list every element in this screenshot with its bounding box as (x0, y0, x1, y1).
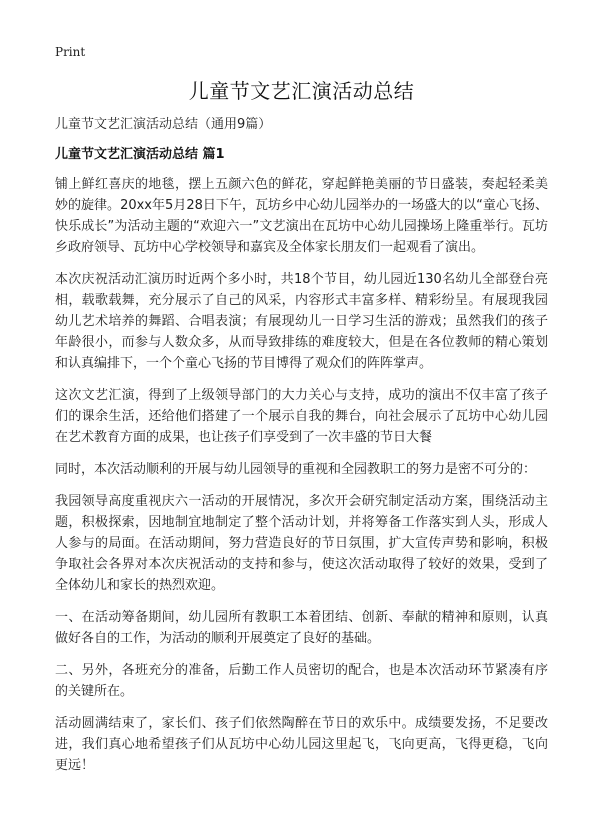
print-link[interactable]: Print (55, 45, 86, 59)
paragraph-1: 铺上鲜红喜庆的地毯，摆上五颜六色的鲜花，穿起鲜艳美丽的节日盛装，奏起轻柔美妙的旋律。20xx年5月28日下午，瓦坊乡中心幼儿园举办的一场盛大的以“童心飞扬、快乐成长”为活动主题的“欢迎六一”文艺演出在瓦坊中心幼儿园操场上隆重举行。瓦坊乡政府领导、瓦坊中心学校领导和嘉宾及全体家长朋友们一起观看了演出。 (55, 177, 548, 255)
paragraph-8: 活动圆满结束了，家长们、孩子们依然陶醉在节日的欢乐中。成绩要发扬，不足要改进，我们真心地希望孩子们从瓦坊中心幼儿园这里起飞，飞向更高，飞得更稳，飞向更远！ (55, 716, 548, 773)
document-title: 儿童节文艺汇演活动总结 (188, 79, 415, 103)
paragraph-2: 本次庆祝活动汇演历时近两个多小时，共18个节目，幼儿园近130名幼儿全部登台亮相，载歌载舞，充分展示了自己的风采，内容形式丰富多样、精彩纷呈。有展现我园幼儿艺术培养的舞蹈、合唱表演；有展现幼儿一日学习生活的游戏；虽然我们的孩子年龄很小，而参与人数众多，从而导致排练的难度较大，但是在各位教师的精心策划和认真编排下，一个个童心飞扬的节目博得了观众们的阵阵掌声。 (55, 272, 548, 371)
paragraph-5: 我园领导高度重视庆六一活动的开展情况，多次开会研究制定活动方案，围绕活动主题，积极探索，因地制宜地制定了整个活动计划，并将筹备工作落实到人头，形成人人参与的局面。在活动期间，努力营造良好的节日氛围，扩大宣传声势和影响，积极争取社会各界对本次庆祝活动的支持和参与，使这次活动取得了较好的效果，受到了全体幼儿和家长的热烈欢迎。 (55, 494, 548, 593)
section-heading: 儿童节文艺汇演活动总结 篇1 (55, 147, 225, 162)
paragraph-3: 这次文艺汇演，得到了上级领导部门的大力关心与支持，成功的演出不仅丰富了孩子们的课余生活，还给他们搭建了一个展示自我的舞台，向社会展示了瓦坊中心幼儿园在艺术教育方面的成果，也让孩子们享受到了一次丰盛的节日大餐 (55, 388, 548, 445)
paragraph-7: 二、另外，各班充分的准备，后勤工作人员密切的配合，也是本次活动环节紧凑有序的关键所在。 (55, 663, 548, 699)
paragraph-4: 同时，本次活动顺利的开展与幼儿园领导的重视和全园教职工的努力是密不可分的： (55, 462, 537, 477)
document-subtitle: 儿童节文艺汇演活动总结（通用9篇） (55, 117, 272, 132)
paragraph-6: 一、在活动筹备期间，幼儿园所有教职工本着团结、创新、奉献的精神和原则，认真做好各自的工作，为活动的顺利开展奠定了良好的基础。 (55, 610, 548, 646)
